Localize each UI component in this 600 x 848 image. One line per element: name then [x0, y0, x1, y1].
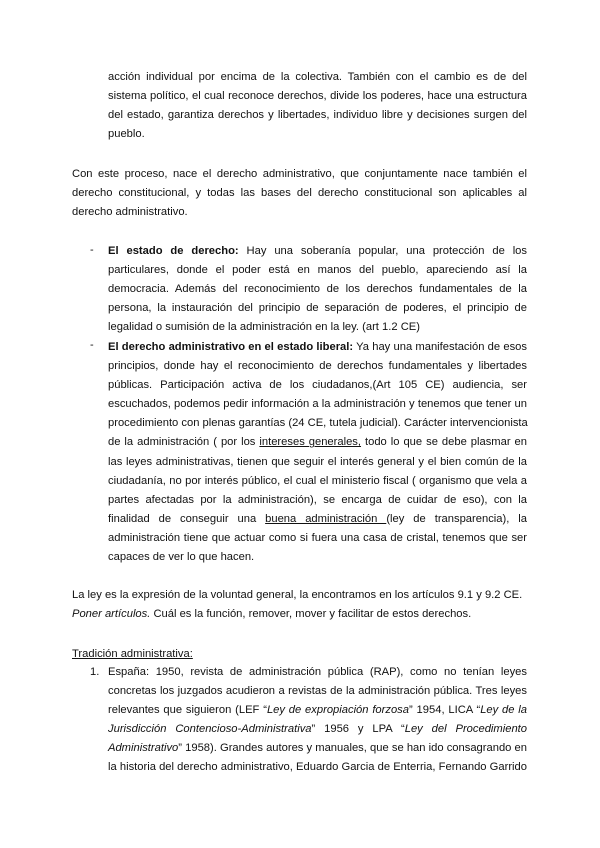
bullet-text: Hay una soberanía popular, una protección de los [238, 245, 527, 257]
law-title: Jurisdicción Contencioso-Administrativa [108, 723, 312, 736]
bullet-item-estado-de-derecho [108, 242, 527, 337]
law-title: Ley de expropiación forzosa [266, 704, 410, 717]
text-fragment: finalidad de conseguir una [108, 512, 266, 525]
text-line: particulares, donde el poder está en manos del pueblo, apareciendo así la [108, 264, 527, 277]
tradicion-heading [72, 645, 527, 664]
intro-continuation-paragraph [108, 68, 527, 144]
bullet-marker: - [90, 339, 94, 351]
text-fragment: ” 1958). Grandes autores y manuales, que se han ido consagrando en [178, 742, 527, 755]
text-line: públicas. Participación activa de los ciudadanos,(Art 105 CE) audiencia, ser [108, 379, 527, 392]
process-paragraph [72, 165, 527, 222]
intereses-generales-link: intereses generales, [259, 436, 362, 449]
text-line: Con este proceso, nace el derecho administrativo, que conjuntamente nace también el [72, 168, 527, 180]
law-title: Ley del Procedimiento [404, 723, 528, 736]
text-fragment: ” 1956 y LPA “ [311, 723, 405, 736]
bullet-item-derecho-administrativo [108, 338, 527, 567]
text-line: principios, donde hay el reconocimiento de derechos fundamentales y libertades [108, 360, 527, 373]
text-line: del estado, garantiza derechos y libertades, individuo libre y decisiones surgen del [108, 109, 527, 122]
bullet-title: El derecho administrativo en el estado liberal: [108, 341, 354, 353]
text-line: La ley es la expresión de la voluntad general, la encontramos en los artículos 9.1 y 9.2 CE. [72, 589, 523, 601]
bullet-marker: - [90, 244, 94, 256]
text-line: persona, la instauración del principio de separación de poderes, el principio de [108, 302, 527, 315]
text-fragment: de la administración ( por los [108, 436, 260, 449]
text-line: acción individual por encima de la colectiva. También con el cambio es de del [108, 71, 527, 83]
text-line: las leyes administrativas, tienen que seguir el interés general y el bien común de la [108, 455, 527, 468]
buena-administracion-link: buena administración [265, 512, 387, 525]
text-line: pueblo. [108, 128, 145, 141]
bullet-title: El estado de derecho: [108, 245, 239, 257]
text-line: democracia. Además del reconocimiento de los derechos fundamentales de la [108, 283, 527, 296]
text-fragment: todo lo que se debe plasmar en [361, 436, 527, 449]
text-line: procedimiento con plenas garantías (24 CE, tutela judicial). Carácter intervencionista [108, 417, 528, 430]
text-fragment: (ley de transparencia), la [386, 512, 527, 525]
text-line: partes afectadas por la administración), se encarga de cuidar de eso), con la [108, 493, 527, 506]
text-line: España: 1950, revista de administración pública (RAP), como no tenían leyes [108, 666, 527, 678]
text-fragment: relevantes que siguieron (LEF “ [108, 704, 267, 717]
text-line: capaces de ver lo que hacen. [108, 551, 255, 564]
text-line: sistema político, el cual reconoce derechos, divide los poderes, hace una estructura [108, 90, 527, 103]
text-fragment: Cuál es la función, remover, mover y facilitar de estos derechos. [150, 608, 472, 621]
text-line: la historia del derecho administrativo, Eduardo Garcia de Enterria, Fernando Garrido [108, 761, 527, 774]
italic-note: Poner artículos. [72, 608, 151, 621]
text-fragment: ” 1954, LICA “ [409, 704, 481, 717]
text-line: legalidad o sumisión de la administración en la ley. (art 1.2 CE) [108, 321, 420, 334]
section-heading: Tradición administrativa: [72, 648, 193, 660]
bullet-text: Ya hay una manifestación de esos [353, 341, 527, 353]
text-line: derecho administrativo. [72, 206, 188, 219]
law-title: Administrativo [108, 742, 179, 755]
law-title: Ley de la [480, 704, 528, 717]
law-paragraph [72, 586, 527, 624]
tradicion-item-espana [108, 663, 527, 778]
text-line: administración tiene que actuar como si fuera una casa de cristal, tenemos que ser [108, 531, 527, 544]
list-number: 1. [90, 666, 100, 678]
text-line: concretas los juzgados acudieron a revistas de la administración pública. Tres leyes [108, 685, 527, 698]
text-line: derecho constitucional, y todas las bases del derecho constitucional son aplicables al [72, 187, 527, 200]
text-line: escuchados, podemos pedir información a la administración y tenemos que tener un [108, 398, 527, 411]
text-line: ciudadanía, no por interés público, el cual el ministerio fiscal ( organismo que vela a [108, 474, 527, 487]
